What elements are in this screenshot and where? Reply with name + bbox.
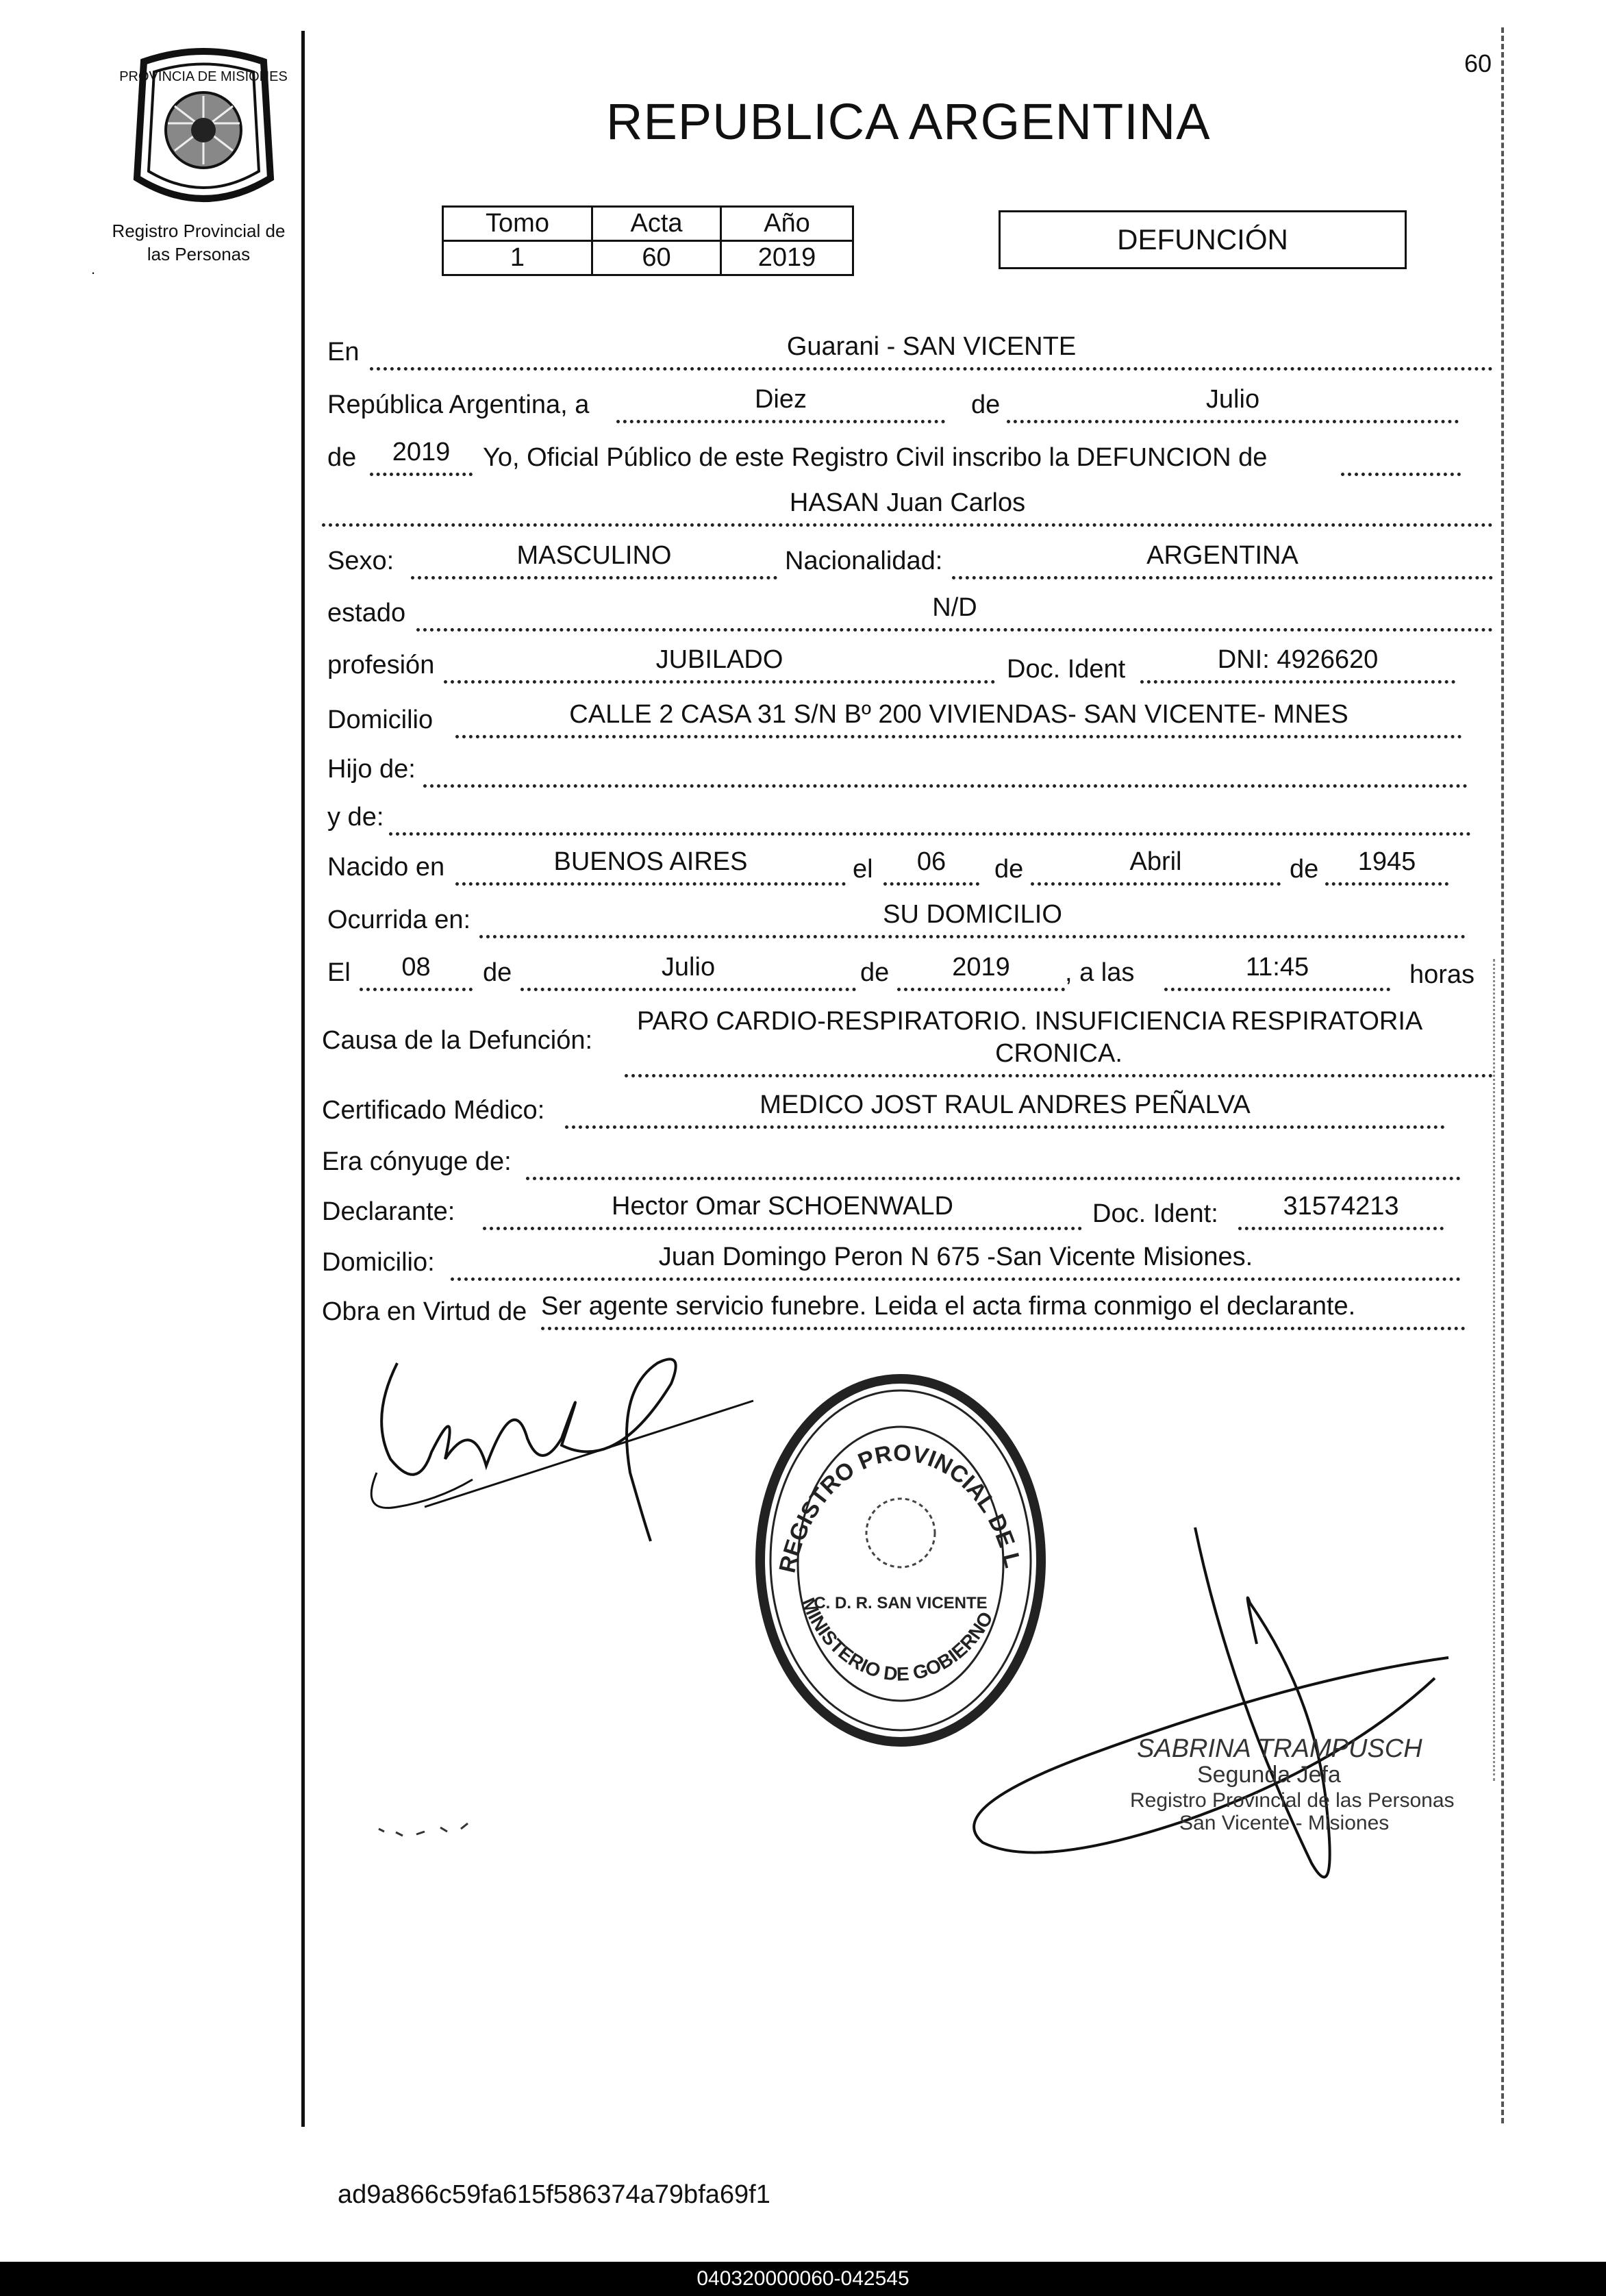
declarante-value: Hector Omar SCHOENWALD: [483, 1191, 1082, 1230]
causa-line-2: CRONICA.: [625, 1038, 1493, 1077]
official-signature: [955, 1521, 1483, 1932]
nacionalidad-label: Nacionalidad:: [785, 547, 943, 575]
obra-label: Obra en Virtud de: [322, 1297, 527, 1326]
declarant-signature: [356, 1336, 767, 1541]
domicilio-label: Domicilio: [327, 706, 434, 734]
official-role: Segunda Jefa: [1197, 1762, 1341, 1788]
sexo-label: Sexo:: [327, 547, 394, 575]
registration-statement: Yo, Oficial Público de este Registro Civil inscribo la DEFUNCION de: [483, 443, 1268, 472]
profesion-label: profesión: [327, 651, 435, 679]
document-hash: ad9a866c59fa615f586374a79bfa69f1: [338, 2180, 770, 2209]
birth-year: 1945: [1325, 847, 1448, 886]
de-label-4: de: [1290, 855, 1319, 884]
en-value: Guarani - SAN VICENTE: [370, 332, 1493, 371]
el-label: el: [853, 855, 873, 884]
stray-mark: .: [91, 260, 96, 277]
registry-label: [82, 219, 315, 266]
y-de-label: y de:: [327, 803, 384, 832]
page-number: 60: [1464, 49, 1492, 77]
estado-label: estado: [327, 599, 406, 627]
doc-ident-value: DNI: 4926620: [1140, 645, 1455, 684]
declarante-domicilio-value: Juan Domingo Peron N 675 -San Vicente Misiones.: [451, 1242, 1461, 1281]
record-number-table: [442, 205, 854, 276]
registry-label-line1: Registro Provincial de: [112, 221, 286, 241]
conyuge-value: [526, 1141, 1461, 1180]
el-label-2: El: [327, 958, 351, 987]
estado-value: N/D: [416, 592, 1493, 632]
rep-label: República Argentina, a: [327, 390, 590, 419]
emblem-lettering: PROVINCIA DE MISIONES: [119, 69, 288, 84]
doc-ident-label: Doc. Ident: [1007, 655, 1126, 684]
left-margin-line: [301, 31, 305, 2127]
death-month: Julio: [520, 952, 856, 991]
death-day: 08: [360, 952, 473, 991]
domicilio-value: CALLE 2 CASA 31 S/N Bº 200 VIVIENDAS- SAN VICENTE- MNES: [455, 699, 1462, 738]
causa-line-1: PARO CARDIO-RESPIRATORIO. INSUFICIENCIA RESPIRATORIA: [637, 1007, 1423, 1036]
page-title: REPUBLICA ARGENTINA: [606, 93, 1211, 150]
statement-blank: [1341, 437, 1461, 476]
death-time: 11:45: [1164, 952, 1390, 991]
provincial-emblem-icon: [119, 48, 288, 216]
obra-value: Ser agente servicio funebre. Leida el acta firma conmigo el declarante.: [541, 1291, 1466, 1330]
acta-header: Acta: [592, 207, 721, 241]
official-place: San Vicente - Misiones: [1179, 1812, 1390, 1834]
tomo-header: Tomo: [443, 207, 592, 241]
declarante-doc-value: 31574213: [1238, 1191, 1444, 1230]
declarante-domicilio-label: Domicilio:: [322, 1248, 435, 1277]
death-year: 2019: [897, 952, 1065, 991]
de-label-1: de: [971, 390, 1001, 419]
declarante-doc-label: Doc. Ident:: [1092, 1199, 1218, 1228]
stamp-ring-text: REGISTRO PROVINCIAL DE LAS PERSONAS: [737, 1348, 1026, 1575]
birth-month: Abril: [1031, 847, 1281, 886]
stamp-bottom-text: MINISTERIO DE GOBIERNO: [797, 1595, 997, 1685]
nacido-label: Nacido en: [327, 853, 445, 882]
footer-document-id: 040320000060-042545: [0, 2262, 1606, 2296]
deceased-name: HASAN Juan Carlos: [322, 488, 1493, 527]
acta-value: 60: [592, 241, 721, 275]
hijo-value: [423, 749, 1468, 788]
tomo-value: 1: [443, 241, 592, 275]
de-label-5: de: [483, 958, 512, 987]
conyuge-label: Era cónyuge de:: [322, 1147, 512, 1176]
certificado-value: MEDICO JOST RAUL ANDRES PEÑALVA: [565, 1090, 1445, 1129]
anio-header: Año: [721, 207, 853, 241]
right-margin-line: [1501, 27, 1504, 2123]
scan-specks: [375, 1815, 492, 1843]
certificado-label: Certificado Médico:: [322, 1096, 545, 1125]
birth-day: 06: [883, 847, 979, 886]
registry-label-line2: las Personas: [147, 244, 251, 264]
y-de-value: [389, 797, 1471, 836]
hijo-label: Hijo de:: [327, 755, 416, 784]
causa-label: Causa de la Defunción:: [322, 1026, 593, 1055]
official-name: SABRINA TRAMPUSCH: [1137, 1734, 1422, 1763]
ocurrida-label: Ocurrida en:: [327, 906, 471, 934]
nacionalidad-value: ARGENTINA: [952, 540, 1493, 579]
stamp-inner-text: C. D. R. SAN VICENTE: [814, 1594, 988, 1612]
ocurrida-value: SU DOMICILIO: [479, 899, 1466, 938]
profesion-value: JUBILADO: [444, 645, 995, 684]
horas-label: horas: [1409, 960, 1475, 989]
record-type-box: DEFUNCIÓN: [999, 210, 1407, 269]
month-text: Julio: [1007, 384, 1459, 423]
declarante-label: Declarante:: [322, 1197, 455, 1226]
official-office: Registro Provincial de las Personas: [1130, 1789, 1455, 1812]
nacido-value: BUENOS AIRES: [455, 847, 846, 886]
record-year: 2019: [370, 437, 473, 476]
sexo-value: MASCULINO: [411, 540, 777, 579]
right-margin-dots: [1493, 959, 1495, 1781]
anio-value: 2019: [721, 241, 853, 275]
de-label-2: de: [327, 443, 357, 472]
a-las-label: , a las: [1065, 958, 1135, 987]
de-label-6: de: [860, 958, 890, 987]
day-text: Diez: [616, 384, 945, 423]
en-label: En: [327, 338, 360, 366]
de-label-3: de: [994, 855, 1024, 884]
